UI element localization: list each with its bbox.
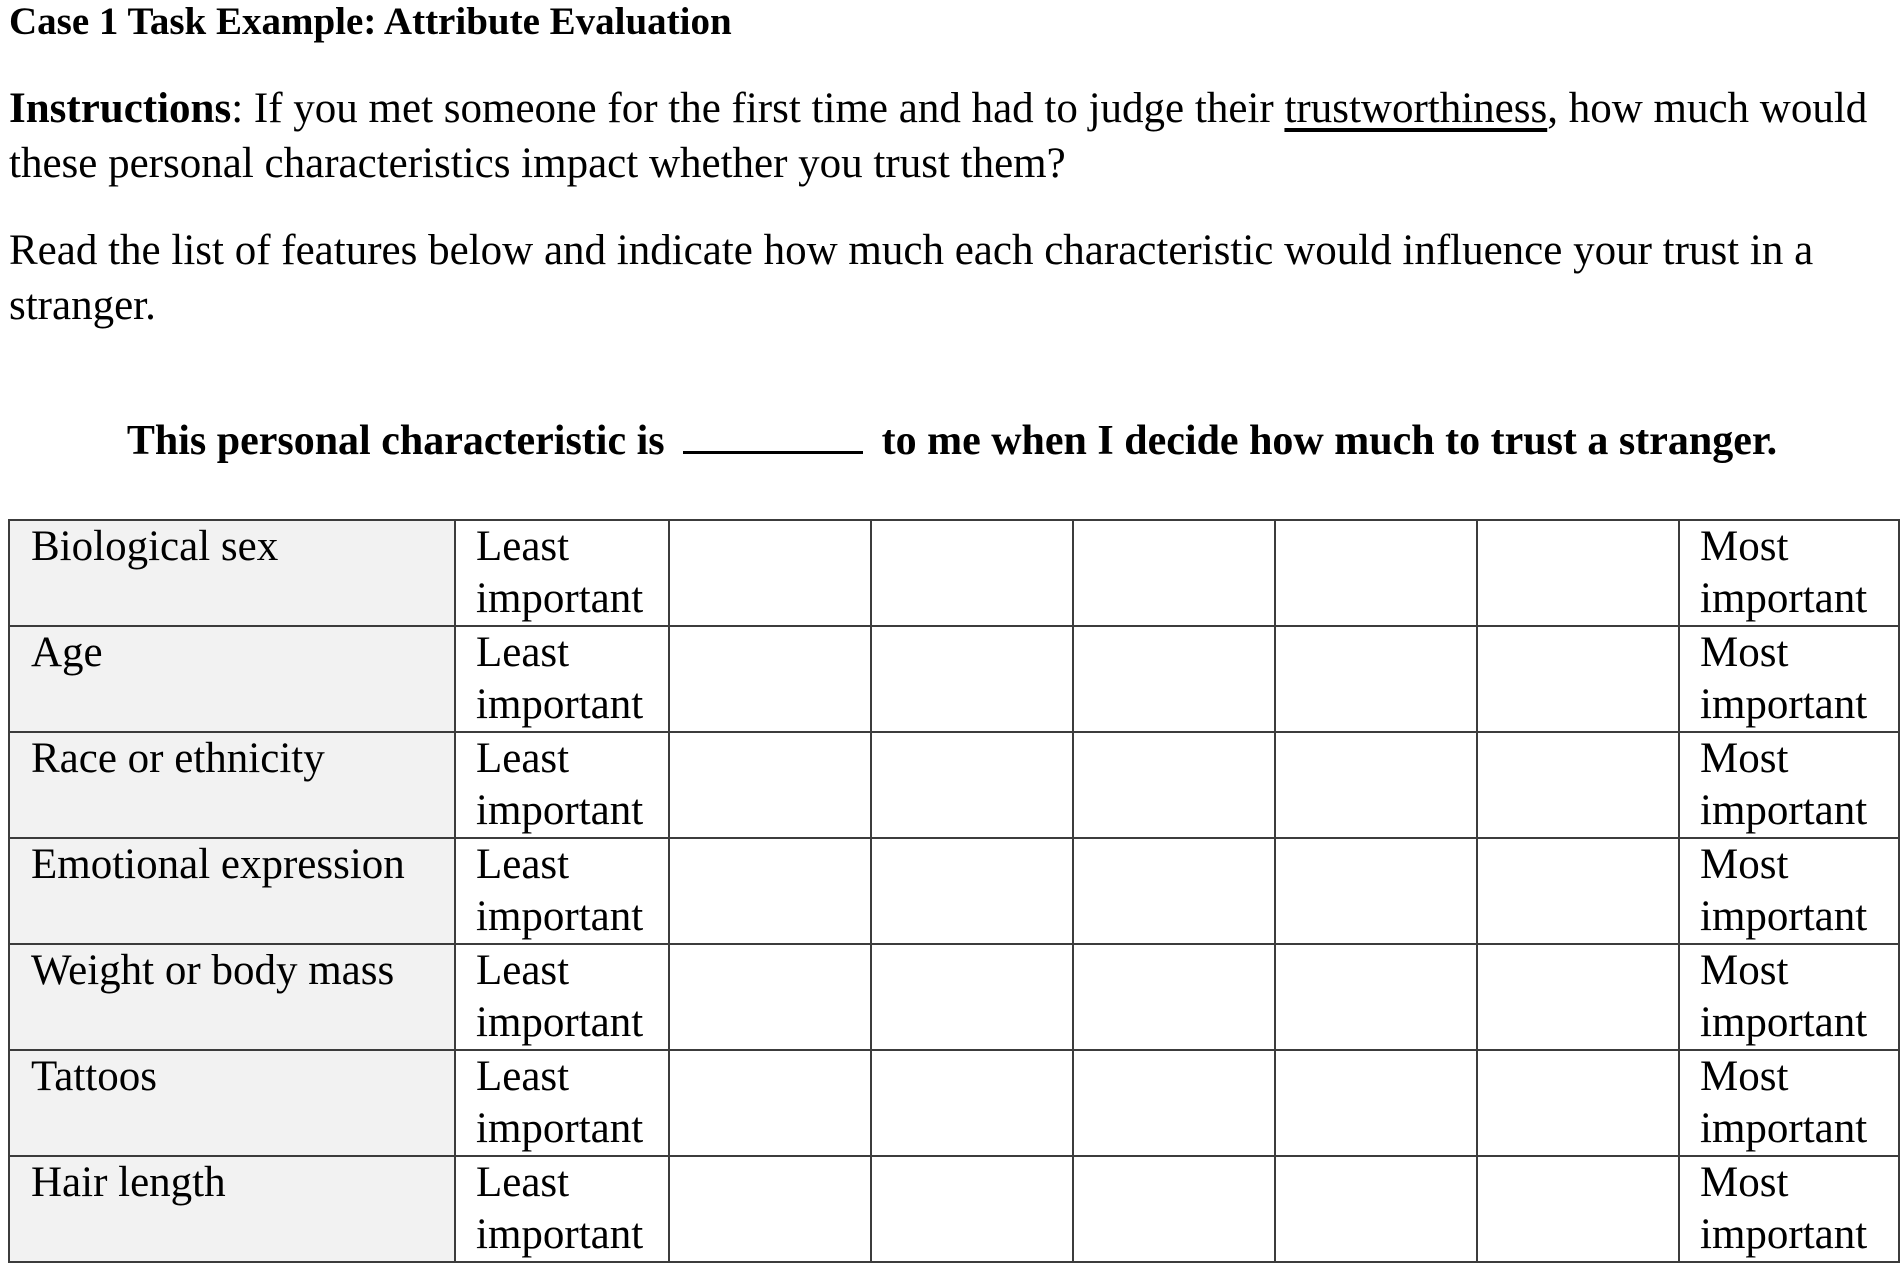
- table-row: [9, 944, 1899, 1050]
- rating-cell-2[interactable]: [871, 944, 1073, 1050]
- scale-high-anchor: [1679, 626, 1899, 732]
- task-paragraph: Read the list of features below and indicate how much each characteristic would influence your trust in a stranger.: [9, 227, 1814, 329]
- attribute-label: Emotional expression: [9, 838, 455, 944]
- rating-cell-2[interactable]: [871, 520, 1073, 626]
- attribute-label: Age: [9, 626, 455, 732]
- prompt-blank-line: [683, 415, 863, 454]
- rating-cell-4[interactable]: [1275, 1156, 1477, 1262]
- scale-low-line1: Least: [476, 735, 570, 782]
- attribute-label: Biological sex: [9, 520, 455, 626]
- scale-high-line2: important: [1700, 1105, 1868, 1152]
- rating-cell-5[interactable]: [1477, 1156, 1679, 1262]
- rating-prompt: [9, 413, 1895, 469]
- scale-high-anchor: [1679, 1156, 1899, 1262]
- scale-high-line1: Most: [1700, 947, 1789, 994]
- rating-cell-5[interactable]: [1477, 944, 1679, 1050]
- rating-cell-2[interactable]: [871, 1050, 1073, 1156]
- table-row: [9, 1156, 1899, 1262]
- scale-high-line2: important: [1700, 1211, 1868, 1258]
- scale-high-line2: important: [1700, 681, 1868, 728]
- rating-cell-4[interactable]: [1275, 732, 1477, 838]
- scale-high-line2: important: [1700, 893, 1868, 940]
- rating-cell-3[interactable]: [1073, 944, 1275, 1050]
- rating-cell-2[interactable]: [871, 1156, 1073, 1262]
- attribute-label: Hair length: [9, 1156, 455, 1262]
- table-row: [9, 1050, 1899, 1156]
- scale-low-anchor: [455, 944, 669, 1050]
- rating-cell-5[interactable]: [1477, 838, 1679, 944]
- scale-low-line2: important: [476, 893, 644, 940]
- scale-low-anchor: [455, 520, 669, 626]
- scale-low-line1: Least: [476, 947, 570, 994]
- rating-cell-5[interactable]: [1477, 520, 1679, 626]
- rating-cell-2[interactable]: [871, 732, 1073, 838]
- table-row: [9, 732, 1899, 838]
- scale-high-line1: Most: [1700, 629, 1789, 676]
- scale-high-line1: Most: [1700, 1159, 1789, 1206]
- rating-cell-1[interactable]: [669, 944, 871, 1050]
- table-row: [9, 520, 1899, 626]
- scale-low-anchor: [455, 1156, 669, 1262]
- scale-low-line1: Least: [476, 841, 570, 888]
- rating-cell-3[interactable]: [1073, 1050, 1275, 1156]
- scale-low-line1: Least: [476, 523, 570, 570]
- rating-cell-4[interactable]: [1275, 838, 1477, 944]
- scale-high-anchor: [1679, 944, 1899, 1050]
- rating-cell-1[interactable]: [669, 626, 871, 732]
- scale-low-line2: important: [476, 1105, 644, 1152]
- attribute-label: Tattoos: [9, 1050, 455, 1156]
- scale-low-line2: important: [476, 999, 644, 1046]
- attribute-label: Weight or body mass: [9, 944, 455, 1050]
- instructions-underlined-word: trustworthiness: [1284, 85, 1548, 132]
- case-title: Case 1 Task Example: Attribute Evaluation: [9, 0, 732, 43]
- scale-high-anchor: [1679, 1050, 1899, 1156]
- scale-high-line2: important: [1700, 787, 1868, 834]
- rating-cell-1[interactable]: [669, 1050, 871, 1156]
- attribute-label: Race or ethnicity: [9, 732, 455, 838]
- scale-low-anchor: [455, 838, 669, 944]
- instructions-text-after: , how much would these personal characteristics impact whether you trust them?: [9, 85, 1868, 187]
- rating-cell-1[interactable]: [669, 838, 871, 944]
- scale-high-anchor: [1679, 732, 1899, 838]
- rating-cell-4[interactable]: [1275, 626, 1477, 732]
- rating-cell-3[interactable]: [1073, 1156, 1275, 1262]
- rating-cell-1[interactable]: [669, 1156, 871, 1262]
- instructions-paragraph: [9, 81, 1895, 191]
- scale-high-line1: Most: [1700, 735, 1789, 782]
- rating-cell-2[interactable]: [871, 838, 1073, 944]
- rating-cell-4[interactable]: [1275, 1050, 1477, 1156]
- scale-low-anchor: [455, 732, 669, 838]
- rating-cell-2[interactable]: [871, 626, 1073, 732]
- scale-low-anchor: [455, 626, 669, 732]
- rating-table: [8, 519, 1900, 1263]
- scale-high-line1: Most: [1700, 1053, 1789, 1100]
- rating-cell-5[interactable]: [1477, 626, 1679, 732]
- scale-high-line1: Most: [1700, 523, 1789, 570]
- scale-high-line2: important: [1700, 999, 1868, 1046]
- rating-cell-3[interactable]: [1073, 626, 1275, 732]
- scale-high-anchor: [1679, 838, 1899, 944]
- scale-low-line2: important: [476, 787, 644, 834]
- rating-cell-3[interactable]: [1073, 838, 1275, 944]
- table-row: [9, 626, 1899, 732]
- prompt-after: to me when I decide how much to trust a stranger.: [881, 418, 1778, 464]
- rating-cell-4[interactable]: [1275, 944, 1477, 1050]
- table-row: [9, 838, 1899, 944]
- scale-low-anchor: [455, 1050, 669, 1156]
- instructions-label: Instructions: [9, 85, 232, 132]
- rating-cell-5[interactable]: [1477, 732, 1679, 838]
- scale-low-line1: Least: [476, 1159, 570, 1206]
- rating-cell-1[interactable]: [669, 520, 871, 626]
- rating-cell-5[interactable]: [1477, 1050, 1679, 1156]
- instructions-text-before: : If you met someone for the first time and had to judge their: [231, 85, 1285, 132]
- prompt-before: This personal characteristic is: [126, 418, 665, 464]
- rating-cell-3[interactable]: [1073, 732, 1275, 838]
- scale-low-line1: Least: [476, 1053, 570, 1100]
- scale-low-line2: important: [476, 575, 644, 622]
- scale-low-line1: Least: [476, 629, 570, 676]
- rating-cell-3[interactable]: [1073, 520, 1275, 626]
- scale-high-anchor: [1679, 520, 1899, 626]
- rating-cell-1[interactable]: [669, 732, 871, 838]
- rating-cell-4[interactable]: [1275, 520, 1477, 626]
- scale-low-line2: important: [476, 1211, 644, 1258]
- scale-high-line2: important: [1700, 575, 1868, 622]
- scale-low-line2: important: [476, 681, 644, 728]
- scale-high-line1: Most: [1700, 841, 1789, 888]
